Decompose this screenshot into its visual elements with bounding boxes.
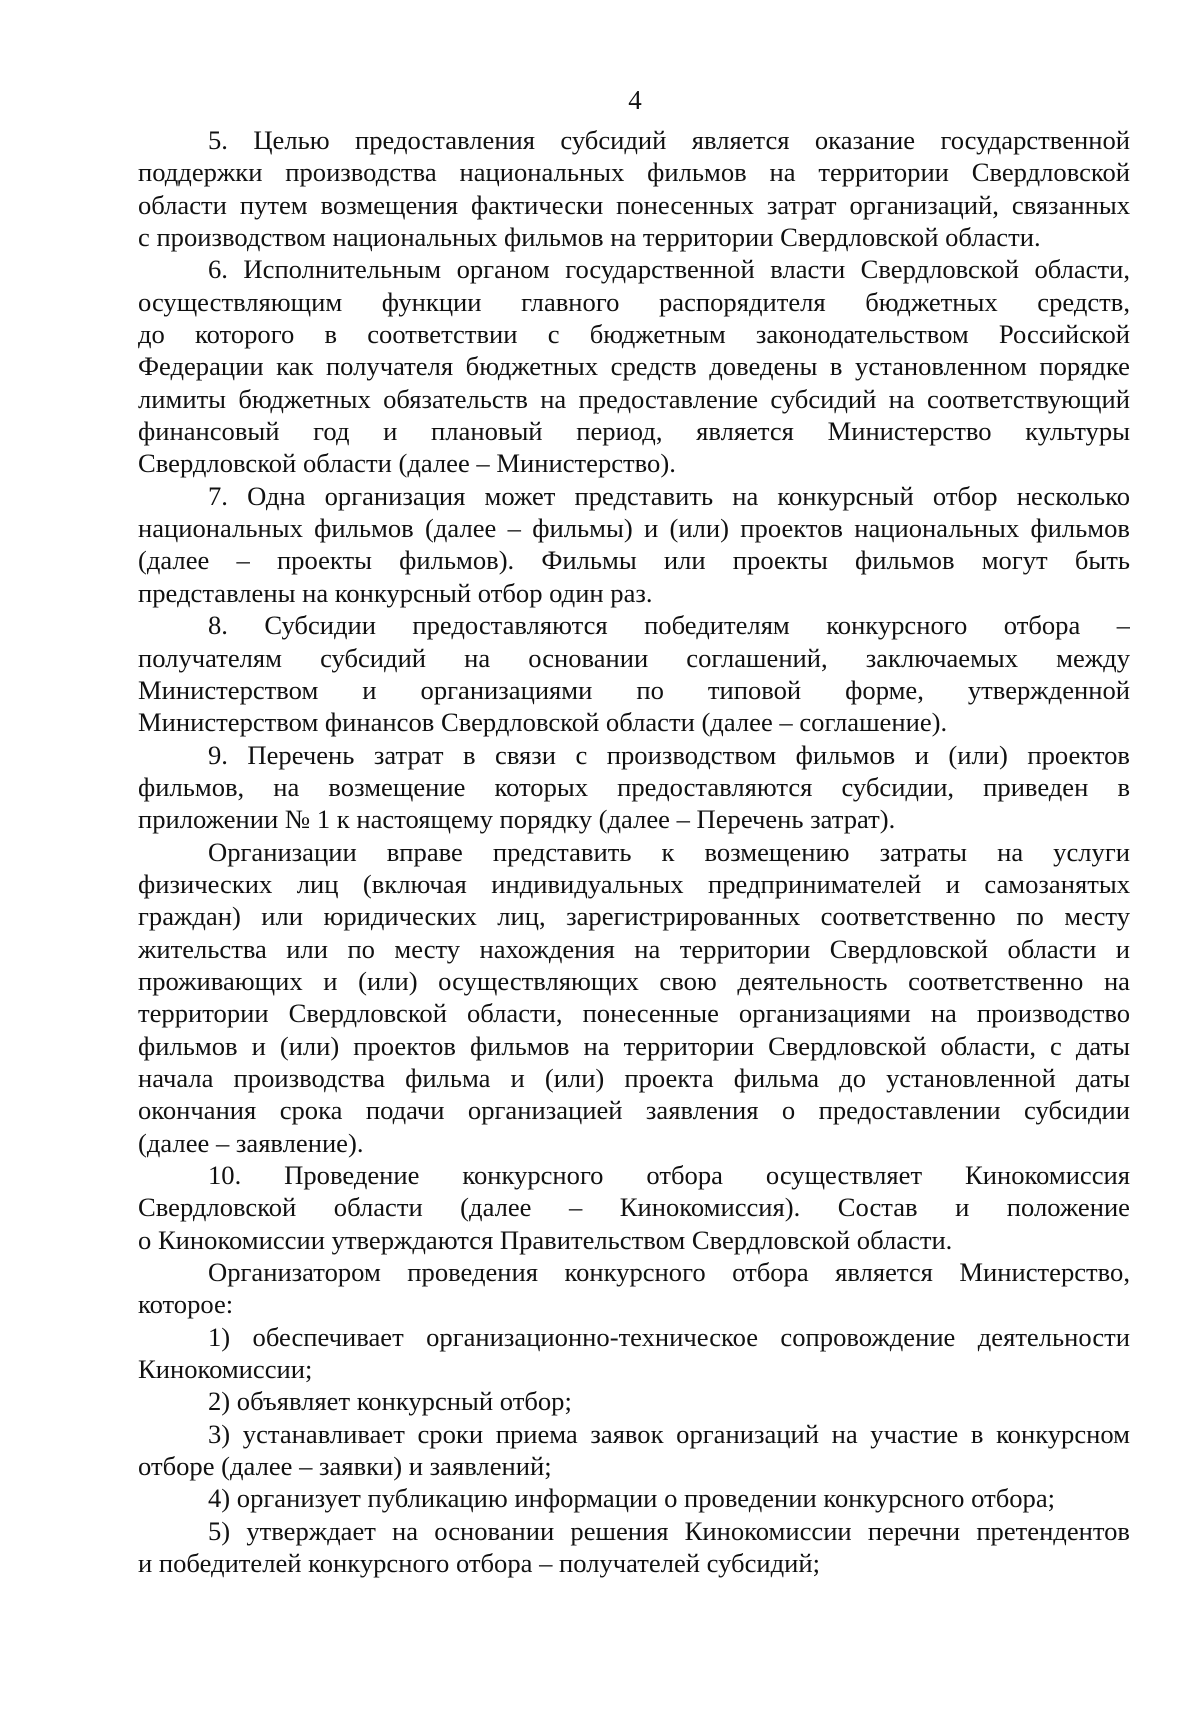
paragraph: [138, 609, 1130, 738]
text-line: Кинокомиссии;: [138, 1354, 313, 1385]
text-line: жительства или по месту нахождения на территории Свердловской области и: [138, 933, 1130, 964]
text-line: лимиты бюджетных обязательств на предоставление субсидий на соответствующий: [138, 383, 1130, 414]
text-line: (далее – проекты фильмов). Фильмы или проекты фильмов могут быть: [138, 545, 1130, 576]
text-line: которое:: [138, 1289, 234, 1320]
paragraph: [138, 836, 1130, 1159]
text-line: 7. Одна организация может представить на конкурсный отбор несколько: [208, 480, 1130, 511]
text-line: финансовый год и плановый период, является Министерство культуры: [138, 416, 1130, 447]
paragraph: [138, 1418, 1130, 1483]
text-line: 5) утверждает на основании решения Кинокомиссии перечни претендентов: [208, 1515, 1130, 1546]
text-line: 1) обеспечивает организационно-техническое сопровождение деятельности: [208, 1321, 1130, 1352]
paragraph: [138, 739, 1130, 836]
text-line: фильмов, на возмещение которых предоставляются субсидии, приведен в: [138, 771, 1130, 802]
text-line: физических лиц (включая индивидуальных предпринимателей и самозанятых: [138, 868, 1130, 899]
paragraph: [138, 1159, 1130, 1256]
text-line: фильмов и (или) проектов фильмов на территории Свердловской области, с даты: [138, 1030, 1130, 1061]
text-line: 8. Субсидии предоставляются победителям конкурсного отбора –: [208, 610, 1130, 641]
paragraph: [138, 124, 1130, 253]
text-line: Министерством финансов Свердловской области (далее – соглашение).: [138, 707, 948, 738]
text-line: и победителей конкурсного отбора – получателей субсидий;: [138, 1548, 820, 1579]
text-line: отборе (далее – заявки) и заявлений;: [138, 1451, 552, 1482]
paragraph: [138, 1482, 1130, 1514]
text-line: получателям субсидий на основании соглашений, заключаемых между: [138, 642, 1130, 673]
text-line: области путем возмещения фактически понесенных затрат организаций, связанных: [138, 189, 1130, 220]
text-line: 5. Целью предоставления субсидий является оказание государственной: [208, 125, 1130, 155]
paragraph: [138, 1515, 1130, 1580]
text-line: Министерством и организациями по типовой форме, утвержденной: [138, 674, 1130, 705]
text-line: национальных фильмов (далее – фильмы) и (или) проектов национальных фильмов: [138, 513, 1130, 544]
text-line: 10. Проведение конкурсного отбора осуществляет Кинокомиссия: [208, 1160, 1130, 1190]
page-number: 4: [628, 85, 642, 115]
text-line: приложении № 1 к настоящему порядку (далее – Перечень затрат).: [138, 804, 896, 835]
document-body: [138, 124, 1130, 1579]
paragraph: [138, 1321, 1130, 1386]
text-line: (далее – заявление).: [138, 1127, 364, 1158]
paragraph: [138, 1385, 1130, 1417]
paragraph: [138, 480, 1130, 609]
text-line: поддержки производства национальных фильмов на территории Свердловской: [138, 157, 1130, 188]
text-line: проживающих и (или) осуществляющих свою деятельность соответственно на: [138, 965, 1130, 996]
text-line: территории Свердловской области, понесенные организациями на производство: [138, 998, 1130, 1029]
text-line: до которого в соответствии с бюджетным законодательством Российской: [138, 319, 1130, 350]
paragraph: [138, 253, 1130, 479]
text-line: Организатором проведения конкурсного отбора является Министерство,: [208, 1257, 1130, 1288]
text-line: с производством национальных фильмов на территории Свердловской области.: [138, 222, 1041, 253]
text-line: 2) объявляет конкурсный отбор;: [208, 1386, 572, 1417]
text-line: 4) организует публикацию информации о проведении конкурсного отбора;: [208, 1483, 1056, 1514]
text-line: окончания срока подачи организацией заявления о предоставлении субсидии: [138, 1095, 1130, 1126]
text-line: Организации вправе представить к возмещению затраты на услуги: [208, 836, 1130, 867]
text-line: осуществляющим функции главного распорядителя бюджетных средств,: [138, 286, 1130, 317]
text-line: Федерации как получателя бюджетных средств доведены в установленном порядке: [138, 351, 1130, 382]
text-line: граждан) или юридических лиц, зарегистрированных соответственно по месту: [138, 901, 1130, 932]
text-line: 6. Исполнительным органом государственной власти Свердловской области,: [208, 254, 1130, 285]
text-line: о Кинокомиссии утверждаются Правительством Свердловской области.: [138, 1224, 953, 1255]
text-line: представлены на конкурсный отбор один раз.: [138, 577, 653, 608]
text-line: 9. Перечень затрат в связи с производством фильмов и (или) проектов: [208, 739, 1130, 770]
text-line: начала производства фильма и (или) проекта фильма до установленной даты: [138, 1062, 1130, 1093]
text-line: Свердловской области (далее – Министерство).: [138, 448, 676, 479]
text-line: Свердловской области (далее – Кинокомиссия). Состав и положение: [138, 1192, 1130, 1223]
paragraph: [138, 1256, 1130, 1321]
text-line: 3) устанавливает сроки приема заявок организаций на участие в конкурсном: [208, 1418, 1130, 1449]
